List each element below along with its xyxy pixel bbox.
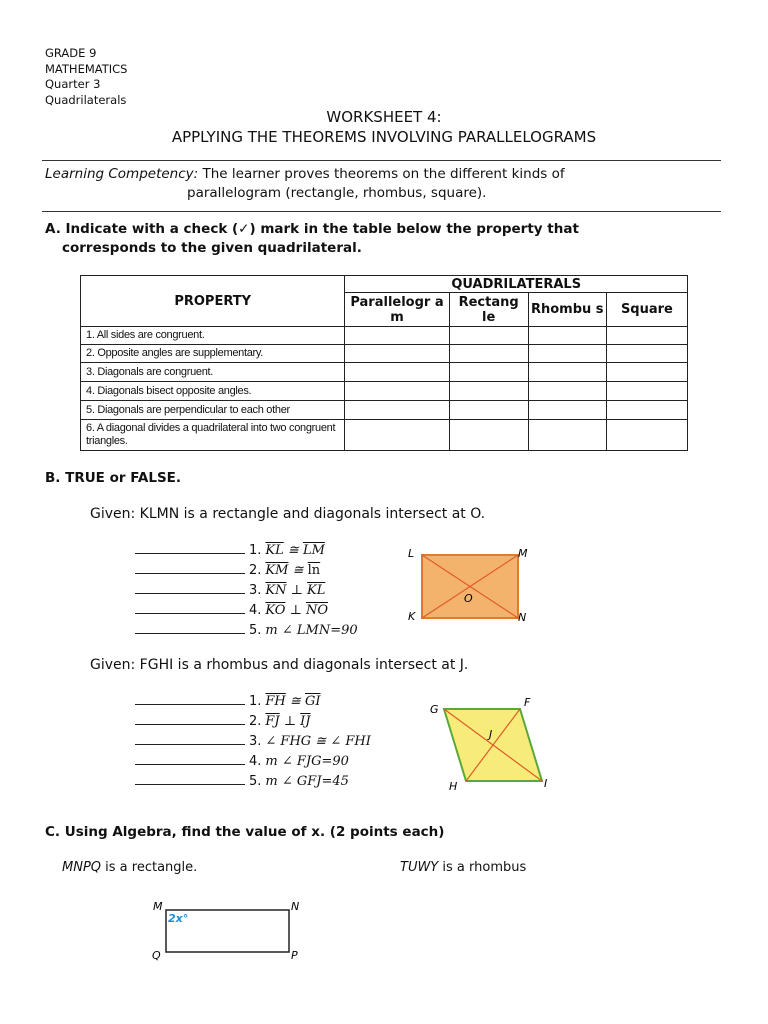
table-row (81, 420, 688, 451)
answer-blank[interactable] (135, 539, 245, 554)
competency-label: Learning Competency: (45, 166, 199, 182)
section-a-instructions (45, 220, 685, 258)
given-rhombus: Given: FGHI is a rhombus and diagonals intersect at J. (90, 657, 469, 673)
check-cell[interactable] (345, 327, 449, 345)
item-number: 1. (249, 694, 262, 709)
col-parallelogram: Parallelogr am (345, 293, 449, 327)
center-label-o: O (464, 592, 473, 605)
topic-label: Quadrilaterals (45, 92, 127, 107)
segment: $\overline{KN}$ (265, 583, 287, 598)
section-a-line1: A. Indicate with a check (✓) mark in the table below the property that (45, 221, 579, 237)
item-number: 3. (249, 734, 262, 749)
col-rectangle: Rectang le (449, 293, 528, 327)
quadrilaterals-header: QUADRILATERALS (345, 276, 688, 293)
tf-item (135, 559, 358, 579)
vertex-label-q: Q (152, 949, 161, 962)
check-cell[interactable] (345, 382, 449, 401)
check-cell[interactable] (449, 401, 528, 420)
segment: $\overline{GI}$ (304, 694, 321, 709)
segment: $\overline{KL}$ (307, 583, 326, 598)
competency-text-1: The learner proves theorems on the different kinds of (202, 166, 565, 182)
vertex-label-m: M (153, 900, 163, 913)
check-cell[interactable] (528, 420, 606, 451)
vertex-label-f: F (524, 696, 531, 709)
check-cell[interactable] (606, 401, 687, 420)
section-c-heading: C. Using Algebra, find the value of x. (2 points each) (45, 824, 445, 840)
table-row (81, 327, 688, 345)
segment: $\overline{LM}$ (302, 543, 325, 558)
col-square: Square (606, 293, 687, 327)
rhombus-name: TUWY (400, 860, 439, 875)
worksheet-header (45, 46, 127, 108)
check-cell[interactable] (606, 420, 687, 451)
check-cell[interactable] (528, 401, 606, 420)
check-cell[interactable] (606, 363, 687, 382)
property-cell: 6. A diagonal divides a quadrilateral into two congruent triangles. (81, 420, 345, 451)
tf-item (135, 599, 358, 619)
rectangle-text: is a rectangle. (101, 860, 198, 875)
property-header: PROPERTY (81, 276, 345, 327)
property-cell: 1. All sides are congruent. (81, 327, 345, 345)
answer-blank[interactable] (135, 579, 245, 594)
property-cell: 3. Diagonals are congruent. (81, 363, 345, 382)
vertex-label-m: M (518, 547, 528, 560)
operator: ⊥ (289, 603, 302, 618)
competency-text-2: parallelogram (rectangle, rhombus, square). (187, 185, 487, 201)
given-rectangle: Given: KLMN is a rectangle and diagonals intersect at O. (90, 506, 486, 522)
segment: $\overline{NO}$ (305, 603, 328, 618)
subject-label: MATHEMATICS (45, 61, 128, 76)
rhombus-fghi-figure (420, 693, 560, 798)
property-cell: 5. Diagonals are perpendicular to each other (81, 401, 345, 420)
vertex-label-k: K (408, 610, 416, 623)
worksheet-title-line1: WORKSHEET 4: (326, 108, 442, 126)
segment: $\overline{KL}$ (265, 543, 284, 558)
tf-item (135, 690, 371, 710)
check-cell[interactable] (449, 327, 528, 345)
learning-competency (45, 165, 685, 203)
quarter-label: Quarter 3 (45, 77, 101, 91)
section-a-line2: corresponds to the given quadrilateral. (62, 240, 362, 256)
segment: $\overline{FJ}$ (265, 714, 280, 729)
check-cell[interactable] (449, 363, 528, 382)
property-cell: 2. Opposite angles are supplementary. (81, 345, 345, 363)
operator: ≅ (292, 563, 304, 578)
check-cell[interactable] (528, 363, 606, 382)
item-number: 4. (249, 603, 262, 618)
item-number: 5. (249, 774, 262, 789)
check-cell[interactable] (449, 345, 528, 363)
table-row (81, 401, 688, 420)
check-cell[interactable] (528, 345, 606, 363)
tf-item (135, 619, 358, 639)
table-row (81, 363, 688, 382)
rhombus-text: is a rhombus (438, 860, 527, 875)
answer-blank[interactable] (135, 770, 245, 785)
check-cell[interactable] (345, 401, 449, 420)
check-cell[interactable] (345, 420, 449, 451)
statement: m ∠ GFJ=45 (265, 774, 349, 789)
item-number: 2. (249, 563, 262, 578)
statement: m ∠ FJG=90 (265, 754, 349, 769)
segment: $\overline{ln}$ (307, 563, 321, 578)
col-rhombus: Rhombu s (528, 293, 606, 327)
item-number: 4. (249, 754, 262, 769)
answer-blank[interactable] (135, 619, 245, 634)
answer-blank[interactable] (135, 599, 245, 614)
rectangle-klmn-figure (400, 540, 540, 625)
vertex-label-n: N (518, 611, 527, 624)
answer-blank[interactable] (135, 750, 245, 765)
answer-blank[interactable] (135, 730, 245, 745)
item-number: 2. (249, 714, 262, 729)
divider-top (42, 160, 721, 161)
tf-list-rhombus (135, 690, 371, 790)
tf-item (135, 750, 371, 770)
check-cell[interactable] (528, 382, 606, 401)
vertex-label-l: L (408, 547, 415, 560)
answer-blank[interactable] (135, 690, 245, 705)
operator: ⊥ (283, 714, 297, 729)
tf-list-rectangle (135, 539, 358, 639)
table-row (81, 382, 688, 401)
vertex-label-p: P (291, 949, 298, 962)
table-row (81, 345, 688, 363)
worksheet-title-line2: APPLYING THE THEOREMS INVOLVING PARALLELOGRAMS (171, 128, 597, 146)
check-cell[interactable] (606, 382, 687, 401)
center-label-j: J (489, 728, 493, 741)
divider-bottom (42, 211, 721, 212)
segment: $\overline{FH}$ (265, 694, 286, 709)
grade-label: GRADE 9 (45, 46, 97, 60)
property-table (80, 275, 688, 451)
operator: ⊥ (290, 583, 303, 598)
check-cell[interactable] (449, 420, 528, 451)
tf-item (135, 710, 371, 730)
item-number: 5. (249, 623, 262, 638)
rectangle-prompt (62, 860, 197, 875)
tf-item (135, 579, 358, 599)
vertex-label-i: I (544, 777, 548, 790)
statement: ∠ FHG ≅ ∠ FHI (265, 734, 371, 749)
answer-blank[interactable] (135, 710, 245, 725)
vertex-label-h: H (449, 780, 458, 793)
check-cell[interactable] (528, 327, 606, 345)
answer-blank[interactable] (135, 559, 245, 574)
check-cell[interactable] (345, 345, 449, 363)
vertex-label-g: G (430, 703, 439, 716)
tf-item (135, 730, 371, 750)
rhombus-prompt (400, 860, 526, 875)
angle-label: 2x° (168, 912, 189, 925)
item-number: 1. (249, 543, 262, 558)
operator: ≅ (289, 694, 301, 709)
rectangle-name: MNPQ (62, 860, 102, 875)
operator: ≅ (287, 543, 299, 558)
tf-item (135, 770, 371, 790)
vertex-label-n: N (291, 900, 300, 913)
segment: $\overline{IJ}$ (300, 714, 311, 729)
statement: m ∠ LMN=90 (265, 623, 358, 638)
rectangle-mnpq-figure (148, 897, 308, 967)
check-cell[interactable] (345, 363, 449, 382)
tf-item (135, 539, 358, 559)
check-cell[interactable] (606, 345, 687, 363)
property-cell: 4. Diagonals bisect opposite angles. (81, 382, 345, 401)
item-number: 3. (249, 583, 262, 598)
check-cell[interactable] (606, 327, 687, 345)
check-cell[interactable] (449, 382, 528, 401)
section-b-heading: B. TRUE or FALSE. (45, 470, 182, 486)
segment: $\overline{KO}$ (265, 603, 286, 618)
segment: $\overline{KM}$ (265, 563, 289, 578)
